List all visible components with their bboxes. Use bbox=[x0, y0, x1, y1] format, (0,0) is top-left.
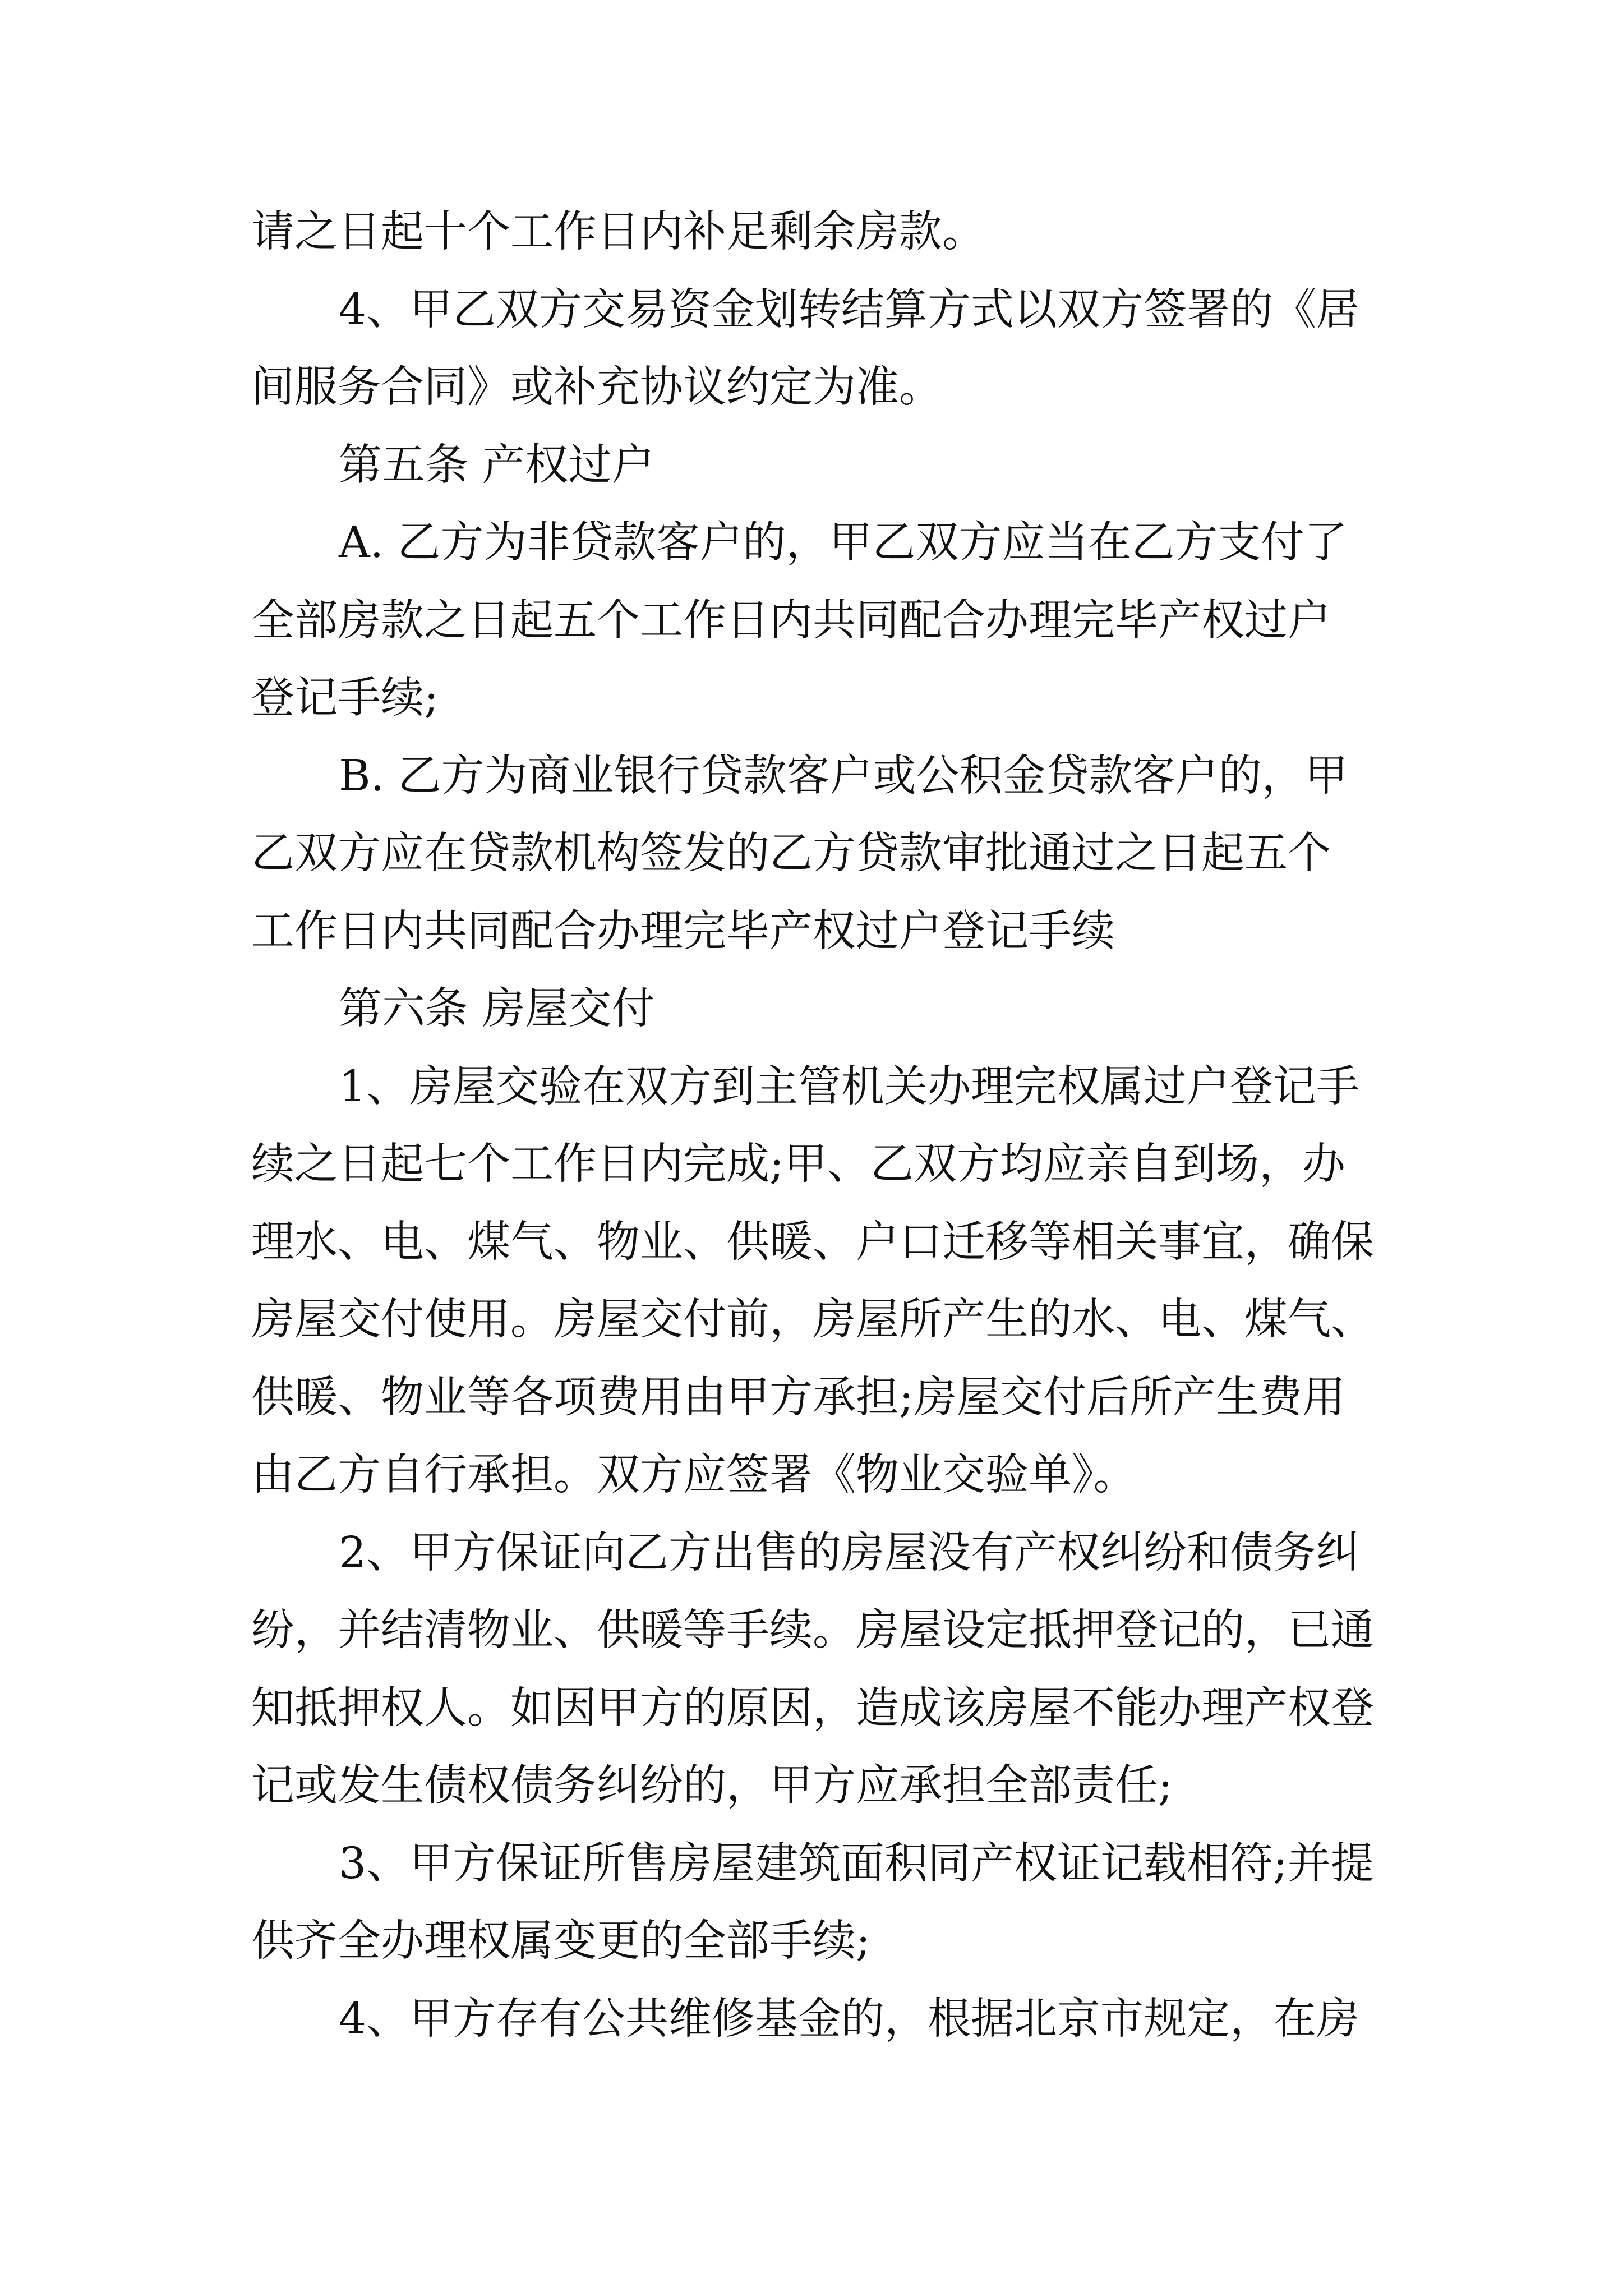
text-line: 登记手续; bbox=[251, 673, 439, 723]
text-line: 知抵押权人。如因甲方的原因，造成该房屋不能办理产权登 bbox=[251, 1683, 1374, 1733]
text-line: 4、甲方存有公共维修基金的，根据北京市规定，在房 bbox=[339, 1994, 1359, 2044]
section-heading: 第六条 房屋交付 bbox=[339, 984, 655, 1034]
text-line: 全部房款之日起五个工作日内共同配合办理完毕产权过户 bbox=[251, 595, 1331, 646]
text-line: 记或发生债权债务纠纷的，甲方应承担全部责任; bbox=[251, 1761, 1173, 1811]
text-line: 2、甲方保证向乙方出售的房屋没有产权纠纷和债务纠 bbox=[339, 1527, 1359, 1578]
text-line: 1、房屋交验在双方到主管机关办理完权属过户登记手 bbox=[339, 1061, 1359, 1112]
text-line: 乙双方应在贷款机构签发的乙方贷款审批通过之日起五个 bbox=[251, 829, 1331, 878]
text-line: 4、甲乙双方交易资金划转结算方式以双方签署的《居 bbox=[339, 284, 1359, 335]
text-line: 纷，并结清物业、供暖等手续。房屋设定抵押登记的，已通 bbox=[251, 1605, 1374, 1655]
text-line: 续之日起七个工作日内完成;甲、乙双方均应亲自到场，办 bbox=[251, 1139, 1345, 1189]
text-line: 工作日内共同配合办理完毕产权过户登记手续 bbox=[251, 906, 1115, 956]
text-line: 由乙方自行承担。双方应签署《物业交验单》。 bbox=[251, 1450, 1137, 1500]
text-line: 间服务合同》或补充协议约定为准。 bbox=[251, 362, 942, 412]
text-line: 理水、电、煤气、物业、供暖、户口迁移等相关事宜，确保 bbox=[251, 1217, 1374, 1267]
text-line: 3、甲方保证所售房屋建筑面积同产权证记载相符;并提 bbox=[339, 1838, 1374, 1889]
text-line: A. 乙方为非贷款客户的，甲乙双方应当在乙方支付了 bbox=[339, 518, 1348, 568]
text-line: 供暖、物业等各项费用由甲方承担;房屋交付后所产生费用 bbox=[251, 1372, 1345, 1423]
text-line: 供齐全办理权属变更的全部手续; bbox=[251, 1916, 870, 1966]
text-line: 请之日起十个工作日内补足剩余房款。 bbox=[251, 207, 985, 257]
section-heading: 第五条 产权过户 bbox=[339, 440, 655, 490]
text-line: 房屋交付使用。房屋交付前，房屋所产生的水、电、煤气、 bbox=[251, 1295, 1374, 1345]
contract-body-text bbox=[251, 194, 1403, 2058]
text-line: B. 乙方为商业银行贷款客户或公积金贷款客户的，甲 bbox=[339, 751, 1348, 801]
